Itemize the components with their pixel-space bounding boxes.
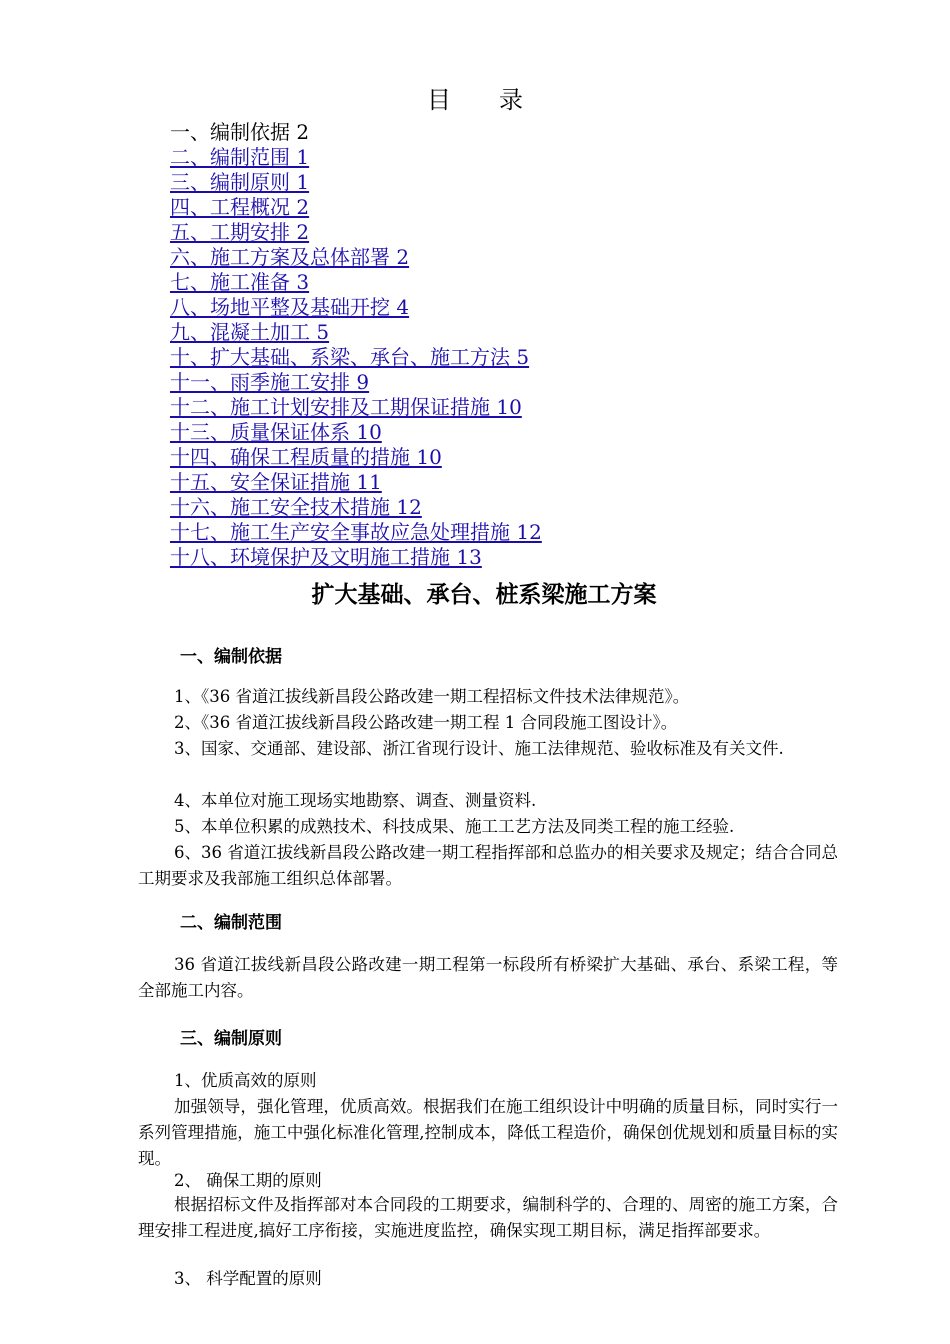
toc-link[interactable]: 十五、安全保证措施 11 — [170, 470, 382, 494]
toc-item[interactable] — [170, 320, 542, 345]
paragraph: 根据招标文件及指挥部对本合同段的工期要求，编制科学的、合理的、周密的施工方案，合理安排工程进度,搞好工序衔接，实施进度监控，确保实现工期目标，满足指挥部要求。 — [138, 1195, 838, 1240]
toc-link[interactable]: 四、工程概况 2 — [170, 195, 310, 219]
toc-link[interactable]: 十、扩大基础、系梁、承台、施工方法 5 — [170, 345, 530, 369]
toc-title: 目 录 — [427, 86, 523, 114]
toc-link[interactable]: 八、场地平整及基础开挖 4 — [170, 295, 410, 319]
toc-link[interactable]: 十六、施工安全技术措施 12 — [170, 495, 422, 519]
toc-link[interactable]: 五、工期安排 2 — [170, 220, 310, 244]
paragraph: 36 省道江拔线新昌段公路改建一期工程第一标段所有桥梁扩大基础、承台、系梁工程，等全部施工内容。 — [138, 955, 838, 1000]
toc-item[interactable] — [170, 295, 542, 320]
toc-item[interactable] — [170, 395, 542, 420]
paragraph: 4、本单位对施工现场实地勘察、调查、测量资料. — [174, 791, 537, 810]
toc-item[interactable] — [170, 220, 542, 245]
toc-item[interactable] — [170, 545, 542, 570]
toc-item[interactable] — [170, 370, 542, 395]
paragraph: 2、《36 省道江拔线新昌段公路改建一期工程 1 合同段施工图设计》。 — [174, 713, 678, 732]
toc-link[interactable]: 九、混凝土加工 5 — [170, 320, 330, 344]
section-heading: 一、编制依据 — [180, 647, 282, 667]
paragraph: 6、36 省道江拔线新昌段公路改建一期工程指挥部和总监办的相关要求及规定；结合合同总工期要求及我部施工组织总体部署。 — [138, 843, 838, 888]
toc-link[interactable]: 二、编制范围 1 — [170, 145, 310, 169]
toc-item[interactable] — [170, 245, 542, 270]
paragraph: 加强领导，强化管理，优质高效。根据我们在施工组织设计中明确的质量目标，同时实行一系列管理措施，施工中强化标准化管理,控制成本，降低工程造价，确保创优规划和质量目标的实现。 — [138, 1097, 838, 1168]
toc-link[interactable]: 六、施工方案及总体部署 2 — [170, 245, 410, 269]
section-heading: 二、编制范围 — [180, 913, 282, 933]
toc-item[interactable] — [170, 495, 542, 520]
toc-link[interactable]: 十八、环境保护及文明施工措施 13 — [170, 545, 482, 569]
sub-heading: 1、优质高效的原则 — [174, 1071, 317, 1090]
toc-item: 一、编制依据 2 — [170, 120, 310, 144]
toc-item[interactable] — [170, 145, 542, 170]
paragraph: 5、本单位积累的成熟技术、科技成果、施工工艺方法及同类工程的施工经验. — [174, 817, 735, 836]
toc-item[interactable] — [170, 170, 542, 195]
toc-item[interactable] — [170, 470, 542, 495]
toc-link[interactable]: 十三、质量保证体系 10 — [170, 420, 382, 444]
toc-item[interactable] — [170, 270, 542, 295]
toc-link[interactable]: 十一、雨季施工安排 9 — [170, 370, 370, 394]
sub-heading: 2、 确保工期的原则 — [174, 1171, 322, 1190]
toc-item[interactable] — [170, 345, 542, 370]
document-title: 扩大基础、承台、桩系梁施工方案 — [311, 582, 657, 608]
toc-link[interactable]: 十七、施工生产安全事故应急处理措施 12 — [170, 520, 542, 544]
toc-item[interactable] — [170, 520, 542, 545]
paragraph: 3、国家、交通部、建设部、浙江省现行设计、施工法律规范、验收标准及有关文件. — [174, 739, 784, 758]
toc-item[interactable] — [170, 445, 542, 470]
section-heading: 三、编制原则 — [180, 1029, 282, 1049]
toc-link[interactable]: 十四、确保工程质量的措施 10 — [170, 445, 442, 469]
sub-heading: 3、 科学配置的原则 — [174, 1269, 322, 1288]
toc-list — [170, 120, 542, 570]
toc-link[interactable]: 十二、施工计划安排及工期保证措施 10 — [170, 395, 522, 419]
toc-link[interactable]: 三、编制原则 1 — [170, 170, 310, 194]
paragraph: 1、《36 省道江拔线新昌段公路改建一期工程招标文件技术法律规范》。 — [174, 687, 690, 706]
toc-item[interactable] — [170, 195, 542, 220]
toc-item[interactable] — [170, 420, 542, 445]
toc-link[interactable]: 七、施工准备 3 — [170, 270, 310, 294]
